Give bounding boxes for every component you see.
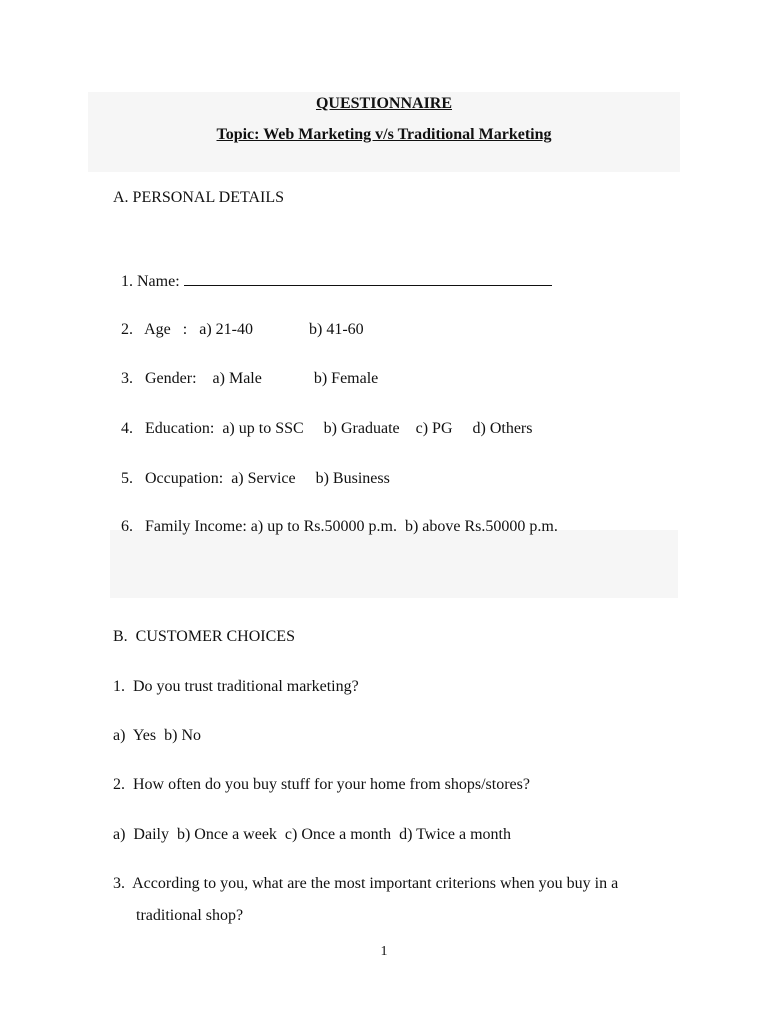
answer-options-trust: a) Yes b) No [113, 727, 201, 744]
page-number: 1 [380, 944, 388, 959]
shade-middle [110, 530, 678, 598]
question-text: Name: [137, 273, 180, 290]
question-frequency: 2. How often do you buy stuff for your home from shops/stores? [113, 776, 530, 793]
question-number: 2. [121, 321, 133, 338]
question-trust: 1. Do you trust traditional marketing? [113, 678, 359, 695]
question-text: Age : a) 21-40 b) 41-60 [144, 321, 364, 338]
question-text: Occupation: a) Service b) Business [145, 470, 390, 487]
question-text: Gender: a) Male b) Female [145, 370, 379, 387]
section-a-heading: A. PERSONAL DETAILS [113, 189, 285, 206]
question-occupation [113, 449, 390, 489]
question-text: Education: a) up to SSC b) Graduate c) PG d) Others [145, 420, 533, 437]
question-education [113, 399, 532, 439]
question-number: 5. [121, 470, 133, 487]
question-gender [113, 349, 378, 389]
question-number: 1. [121, 273, 133, 290]
question-number: 4. [121, 420, 133, 437]
name-answer-line[interactable] [184, 271, 552, 286]
question-age [113, 300, 364, 340]
question-criteria: 3. According to you, what are the most important criterions when you buy in a [113, 875, 619, 892]
question-text: Family Income: a) up to Rs.50000 p.m. b) above Rs.50000 p.m. [145, 518, 558, 535]
answer-options-frequency: a) Daily b) Once a week c) Once a month d) Twice a month [113, 826, 511, 843]
question-number: 3. [121, 370, 133, 387]
question-criteria-continued: traditional shop? [136, 907, 244, 924]
question-name [113, 251, 552, 292]
question-income [113, 497, 558, 537]
page-title: QUESTIONNAIRE [315, 95, 453, 112]
question-number: 6. [121, 518, 133, 535]
section-b-heading: B. CUSTOMER CHOICES [113, 628, 295, 645]
page-topic: Topic: Web Marketing v/s Traditional Marketing [216, 126, 552, 143]
